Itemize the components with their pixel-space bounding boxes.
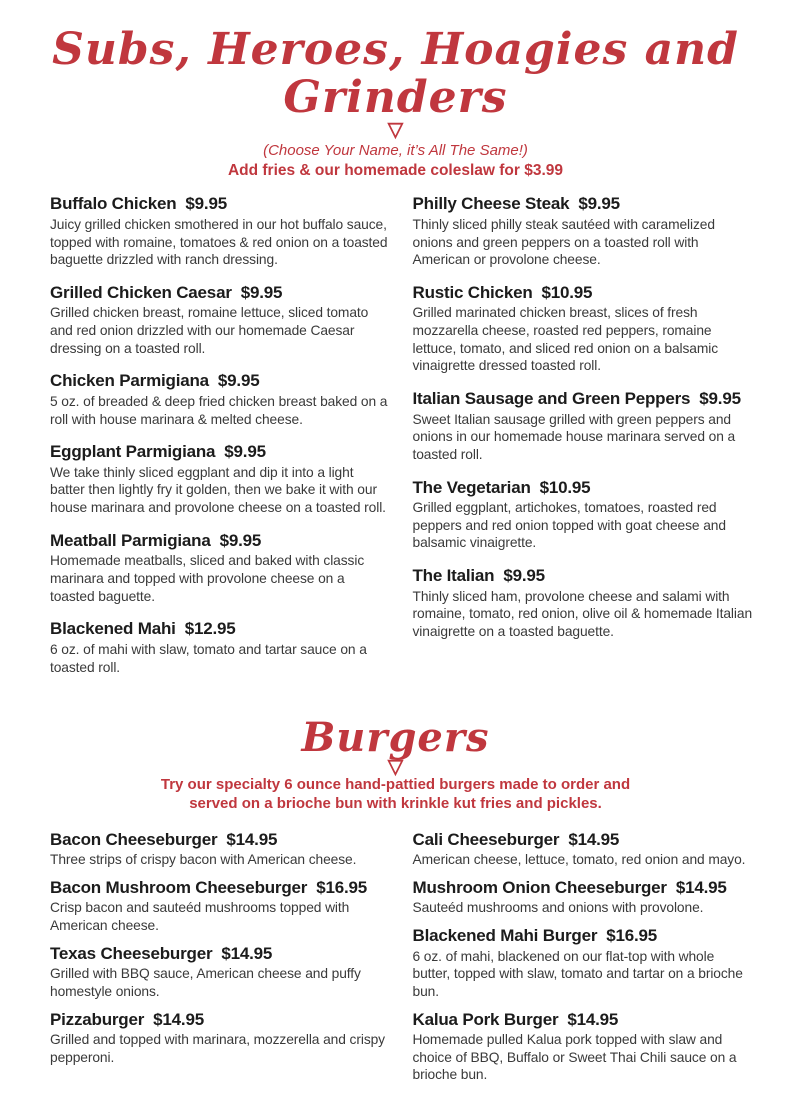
- item-name: Pizzaburger: [50, 1009, 145, 1029]
- item-price: $14.95: [153, 1009, 204, 1029]
- menu-item: [50, 194, 391, 269]
- item-price: $9.95: [699, 389, 741, 409]
- item-description: Juicy grilled chicken smothered in our hot buffalo sauce, topped with romaine, tomatoes & red onion on a toasted baguette drizzled with ranch dressing.: [50, 216, 388, 268]
- menu-item-heading: [413, 830, 754, 850]
- menu-item: [50, 878, 391, 935]
- subs-section-header: [0, 26, 791, 180]
- item-description: Homemade pulled Kalua pork topped with slaw and choice of BBQ, Buffalo or Sweet Thai Chili sauce on a brioche bun.: [412, 1032, 737, 1083]
- burgers-intro-line-2: served on a brioche bun with krinkle kut fries and pickles.: [189, 794, 602, 812]
- item-name: Texas Cheeseburger: [50, 943, 213, 963]
- menu-item: [50, 531, 391, 606]
- item-price: $9.95: [185, 194, 227, 214]
- item-price: $14.95: [675, 877, 727, 897]
- subs-addon-note: Add fries & our homemade coleslaw for $3.99: [227, 161, 564, 179]
- item-description: Grilled with BBQ sauce, American cheese and puffy homestyle onions.: [50, 966, 361, 999]
- item-description: American cheese, lettuce, tomato, red onion and mayo.: [412, 852, 746, 868]
- menu-item-heading: [413, 478, 754, 498]
- menu-item: [413, 478, 754, 553]
- menu-item: [50, 619, 391, 676]
- menu-item-heading: [50, 371, 391, 391]
- item-price: $9.95: [578, 194, 620, 214]
- item-price: $10.95: [541, 282, 593, 302]
- item-description: Grilled eggplant, artichokes, tomatoes, roasted red peppers and red onion topped with goat cheese and balsamic vinaigrette.: [412, 500, 726, 551]
- menu-item: [413, 389, 754, 464]
- flourish-triangle-icon: ▽: [387, 118, 404, 141]
- item-name: Blackened Mahi Burger: [412, 926, 598, 946]
- subs-items-grid: [0, 194, 791, 690]
- menu-item: [50, 442, 391, 517]
- burgers-right-column: [413, 830, 754, 1093]
- menu-item: [50, 1010, 391, 1067]
- item-description: 5 oz. of breaded & deep fried chicken breast baked on a roll with house marinara & melted cheese.: [50, 393, 388, 427]
- menu-item-heading: [50, 442, 391, 462]
- menu-item-heading: [413, 1010, 754, 1030]
- item-name: Rustic Chicken: [412, 282, 533, 302]
- burgers-section-header: [0, 716, 791, 814]
- menu-item: [413, 283, 754, 375]
- item-name: Mushroom Onion Cheeseburger: [412, 877, 667, 897]
- menu-item-heading: [50, 283, 391, 303]
- burgers-section-title: Burgers: [301, 714, 490, 762]
- item-description: Homemade meatballs, sliced and baked with classic marinara and topped with provolone cheese on a toasted baguette.: [50, 553, 365, 604]
- item-name: Chicken Parmigiana: [50, 371, 209, 391]
- item-name: Italian Sausage and Green Peppers: [412, 389, 691, 409]
- item-name: The Italian: [412, 566, 495, 586]
- item-description: Thinly sliced ham, provolone cheese and salami with romaine, tomato, red onion, olive oil & homemade Italian vinaigrette on a toasted baguette.: [412, 588, 753, 639]
- subs-section-title: Subs, Heroes, Hoagies and Grinders: [52, 24, 739, 124]
- menu-item-heading: [413, 389, 754, 409]
- item-description: Sweet Italian sausage grilled with green peppers and onions in our homemade house marinara served on a toasted roll.: [412, 411, 736, 462]
- item-price: $14.95: [568, 829, 620, 849]
- item-price: $9.95: [503, 566, 545, 586]
- item-price: $9.95: [224, 442, 266, 462]
- item-description: Crisp bacon and sauteéd mushrooms topped with American cheese.: [50, 900, 350, 934]
- burgers-intro-line-1: Try our specialty 6 ounce hand-pattied burgers made to order and: [160, 776, 631, 794]
- menu-item-heading: [413, 566, 754, 586]
- item-price: $10.95: [539, 477, 591, 497]
- item-name: Blackened Mahi: [50, 619, 176, 639]
- item-price: $14.95: [221, 943, 273, 963]
- item-description: Grilled and topped with marinara, mozzerella and crispy pepperoni.: [50, 1032, 385, 1065]
- item-price: $14.95: [226, 829, 278, 849]
- item-name: Buffalo Chicken: [50, 194, 177, 214]
- item-price: $9.95: [240, 282, 283, 302]
- burgers-items-grid: [0, 830, 791, 1093]
- item-name: Bacon Mushroom Cheeseburger: [50, 877, 308, 897]
- menu-item-heading: [50, 878, 391, 898]
- item-name: Grilled Chicken Caesar: [50, 282, 232, 302]
- item-description: 6 oz. of mahi, blackened on our flat-top with whole butter, topped with slaw, tomato and tartar on a brioche bun.: [412, 948, 743, 999]
- item-name: Philly Cheese Steak: [412, 194, 570, 214]
- menu-item-heading: [413, 926, 754, 946]
- item-name: Bacon Cheeseburger: [50, 829, 218, 849]
- menu-item: [413, 878, 754, 917]
- item-name: The Vegetarian: [412, 477, 531, 497]
- item-description: Grilled marinated chicken breast, slices of fresh mozzarella cheese, roasted red peppers, romaine lettuce, tomato, and sliced red onion on a balsamic vinaigrette dressed toasted roll.: [412, 305, 719, 374]
- menu-item: [413, 1010, 754, 1085]
- subs-right-column: [413, 194, 754, 690]
- item-description: Grilled chicken breast, romaine lettuce, sliced tomato and red onion drizzled with our homemade Caesar dressing on a toasted roll.: [50, 305, 369, 356]
- menu-item: [50, 944, 391, 1001]
- item-price: $9.95: [219, 530, 262, 550]
- menu-item-heading: [413, 194, 754, 214]
- subs-left-column: [50, 194, 391, 690]
- menu-item-heading: [50, 531, 391, 551]
- flourish-triangle-icon: ▽: [387, 756, 404, 779]
- menu-item-heading: [50, 944, 391, 964]
- item-price: $16.95: [316, 877, 368, 897]
- item-price: $9.95: [217, 371, 260, 391]
- item-description: We take thinly sliced eggplant and dip it into a light batter then lightly fry it golden, then we bake it with our house marinara and provolone cheese on a toasted roll.: [50, 464, 386, 516]
- item-description: Sauteéd mushrooms and onions with provolone.: [412, 900, 704, 916]
- menu-item: [413, 194, 754, 269]
- menu-item-heading: [50, 1010, 391, 1030]
- menu-item: [50, 830, 391, 869]
- menu-item-heading: [50, 194, 391, 214]
- item-price: $16.95: [606, 926, 658, 946]
- item-description: 6 oz. of mahi with slaw, tomato and tartar sauce on a toasted roll.: [50, 641, 367, 675]
- menu-item: [413, 830, 754, 869]
- item-description: Thinly sliced philly steak sautéed with caramelized onions and green peppers on a toasted roll with American or provolone cheese.: [412, 216, 715, 268]
- item-name: Kalua Pork Burger: [412, 1009, 559, 1029]
- item-description: Three strips of crispy bacon with American cheese.: [50, 852, 357, 868]
- menu-item-heading: [413, 283, 754, 303]
- menu-item: [50, 371, 391, 428]
- item-name: Meatball Parmigiana: [50, 530, 211, 550]
- menu-item-heading: [50, 830, 391, 850]
- menu-item-heading: [50, 619, 391, 639]
- item-price: $14.95: [567, 1009, 619, 1029]
- menu-item: [413, 566, 754, 641]
- item-name: Cali Cheeseburger: [412, 829, 560, 849]
- item-name: Eggplant Parmigiana: [50, 442, 216, 462]
- subs-tagline: (Choose Your Name, it’s All The Same!): [263, 141, 528, 159]
- menu-item: [413, 926, 754, 1001]
- burgers-left-column: [50, 830, 391, 1093]
- menu-item: [50, 283, 391, 358]
- menu-item-heading: [413, 878, 754, 898]
- item-price: $12.95: [184, 619, 236, 639]
